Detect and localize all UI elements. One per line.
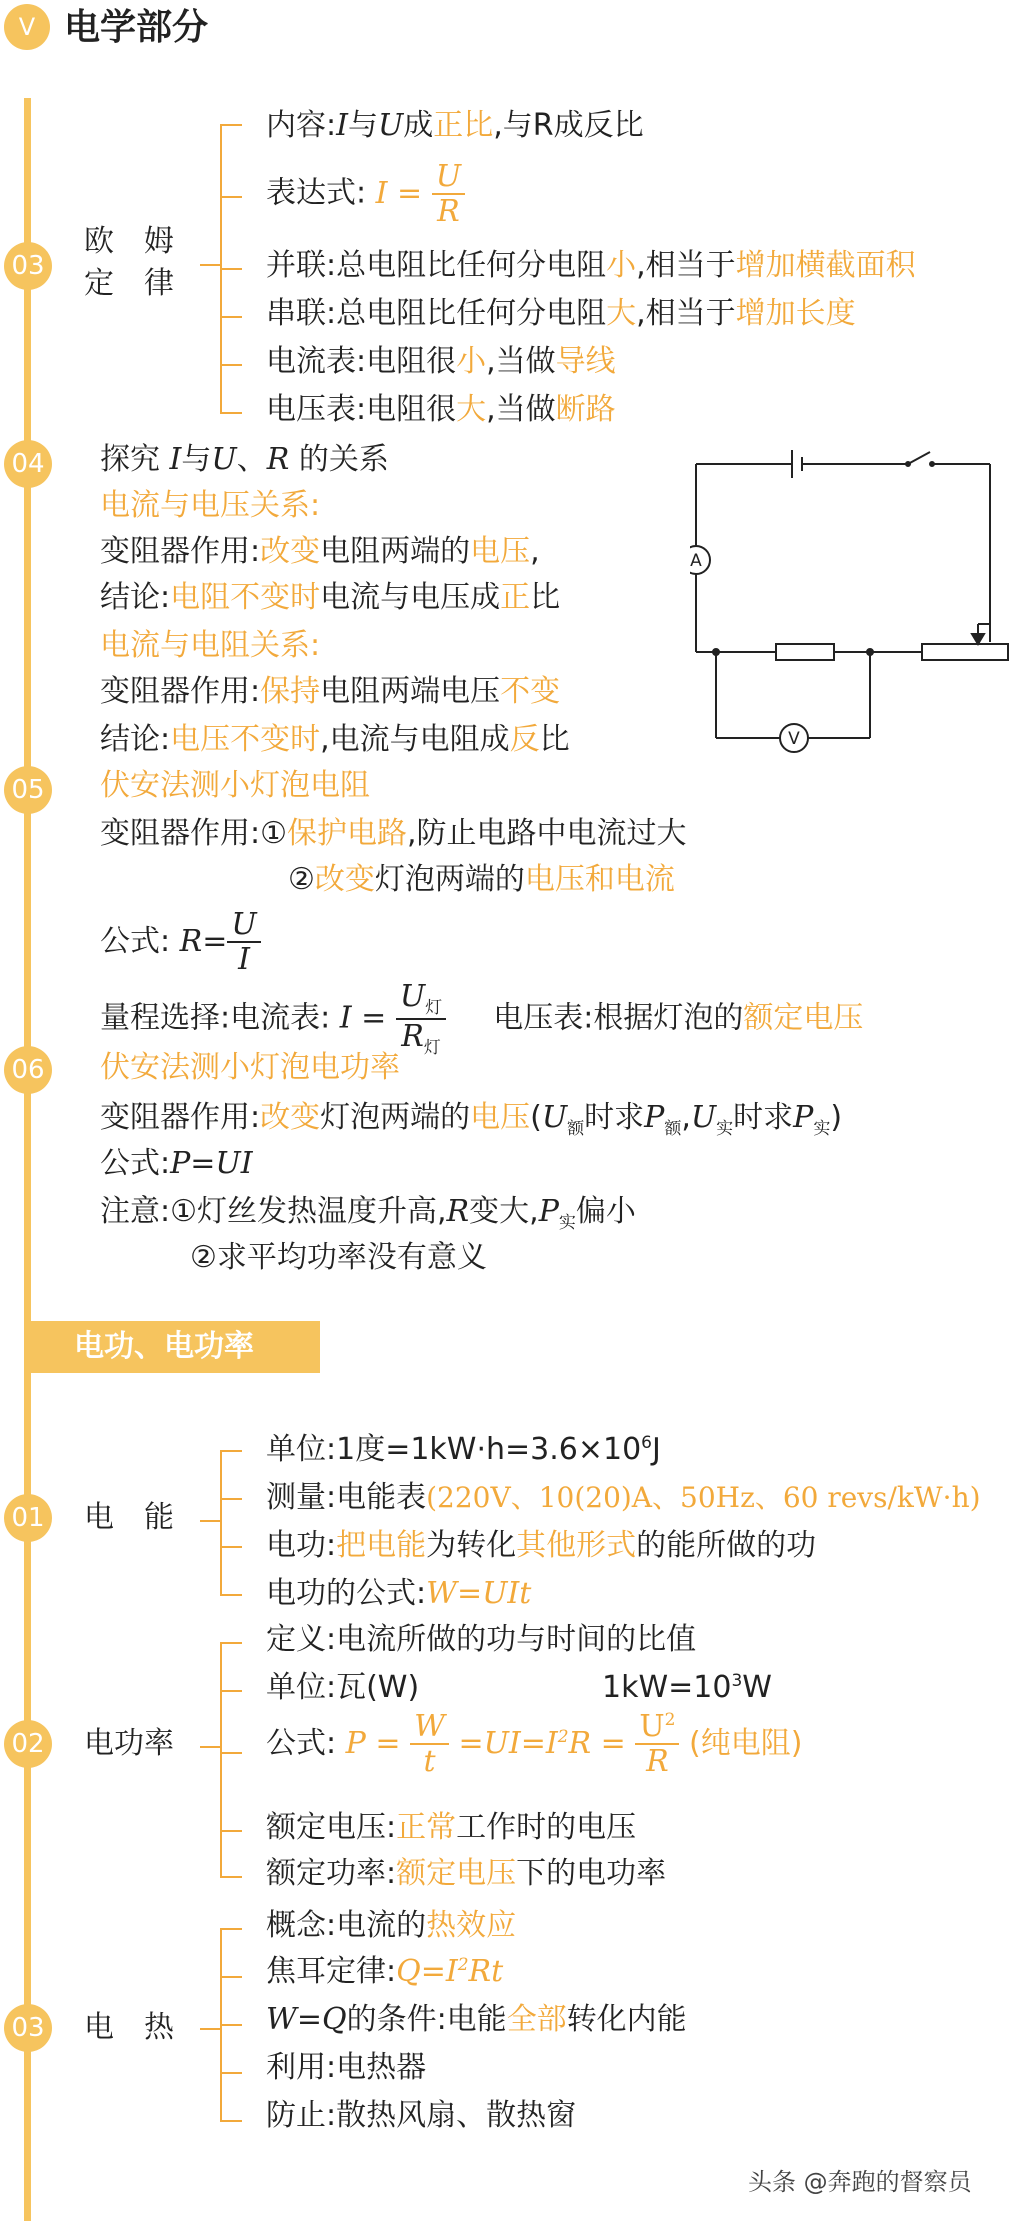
power-rated-voltage: 额定电压:正常工作时的电压 — [266, 1810, 637, 1845]
power-formula: 公式: P = $\frac{W}{t}$ $=UI=I^2R$ = $\frac{U^2}{R}$ (纯电阻) — [266, 1709, 803, 1779]
bracket-stem — [200, 1746, 220, 1748]
item-number: 03 — [4, 242, 52, 290]
section-band: 电功、电功率 — [24, 1321, 320, 1373]
bracket-tick — [220, 1594, 242, 1596]
ammeter-label: A — [690, 551, 702, 571]
bracket-tick — [220, 268, 242, 270]
topic-name: 欧 姆 — [84, 224, 174, 259]
bracket-tick — [220, 1976, 242, 1978]
explore-rheostat-2: 变阻器作用:保持电阻两端电压不变 — [100, 674, 561, 709]
lamp-resistance-title: 伏安法测小灯泡电阻 — [100, 768, 370, 803]
lamp-resistance-rheostat: 变阻器作用:①保护电路,防止电路中电流过大 — [100, 816, 687, 851]
power-unit: 单位:瓦(W) — [266, 1670, 420, 1705]
explore-rheostat-1: 变阻器作用:改变电阻两端的电压, — [100, 534, 540, 569]
energy-measure: 测量:电能表(220V、10(20)A、50Hz、60 revs/kW·h) — [266, 1480, 981, 1515]
bracket — [220, 1642, 222, 1876]
item-number: 03 — [4, 2004, 52, 2052]
heat-prevent: 防止:散热风扇、散热窗 — [266, 2098, 577, 2133]
voltmeter-label: V — [788, 729, 800, 749]
ohm-parallel: 并联:总电阻比任何分电阻小,相当于增加横截面积 — [266, 248, 916, 283]
rheostat-icon — [922, 644, 1008, 660]
timeline-bar — [24, 98, 31, 2221]
lamp-power-note: 注意:①灯丝发热温度升高,R变大$,P_实$偏小 — [100, 1194, 636, 1233]
bracket-tick — [220, 196, 242, 198]
energy-unit: 单位:1度$=1kW\cdot h=3.6\times 10^6J$ — [266, 1432, 661, 1467]
bracket-tick — [220, 124, 242, 126]
bracket-tick — [220, 2024, 242, 2026]
bracket-stem — [200, 1520, 220, 1522]
page-title: 电学部分 — [64, 7, 209, 48]
power-unit-conversion: $1kW=10^3W$ — [602, 1670, 772, 1705]
bracket-tick — [220, 1876, 242, 1878]
item-number: 06 — [4, 1046, 52, 1094]
bracket-tick — [220, 1928, 242, 1930]
item-number: 04 — [4, 440, 52, 488]
lamp-power-title: 伏安法测小灯泡电功率 — [100, 1050, 400, 1085]
explore-heading-resistance: 电流与电阻关系: — [100, 628, 321, 663]
lamp-power-formula: 公式:P=UI — [100, 1146, 253, 1181]
circuit-diagram — [690, 448, 1010, 768]
explore-title: 探究 I与U、R 的关系 — [100, 442, 389, 477]
bracket-tick — [220, 364, 242, 366]
section-badge: V — [4, 4, 50, 50]
ohm-content: 内容:I与U成正比,与R成反比 — [266, 108, 644, 143]
lamp-power-note-2: ②求平均功率没有意义 — [190, 1240, 487, 1275]
item-number: 05 — [4, 766, 52, 814]
heat-condition: W=Q的条件:电能全部转化内能 — [266, 2002, 687, 2037]
bracket-tick — [220, 1752, 242, 1754]
bracket-tick — [220, 1690, 242, 1692]
item-number: 02 — [4, 1720, 52, 1768]
bracket-tick — [220, 2072, 242, 2074]
topic-name: 电 能 — [84, 1500, 174, 1535]
bracket-tick — [220, 1450, 242, 1452]
bracket — [220, 1450, 222, 1594]
ohm-expression: 表达式: I = $\frac{U}{R}$ — [266, 160, 465, 228]
bracket-tick — [220, 1498, 242, 1500]
lamp-resistance-range: 量程选择:电流表: I = $\frac{U_灯}{R_灯}$ 电压表:根据灯泡的额定电压 — [100, 979, 864, 1058]
bracket-tick — [220, 1830, 242, 1832]
lamp-resistance-rheostat-2: ②改变灯泡两端的电压和电流 — [288, 862, 675, 897]
resistor-icon — [776, 644, 834, 660]
bracket-stem — [200, 264, 220, 266]
bracket-stem — [200, 2028, 220, 2030]
topic-name: 定 律 — [84, 266, 174, 301]
topic-name: 电 热 — [84, 2010, 174, 2045]
explore-heading-voltage: 电流与电压关系: — [100, 488, 321, 523]
heat-concept: 概念:电流的热效应 — [266, 1908, 517, 1943]
watermark: 头条 @奔跑的督察员 — [748, 2168, 972, 2196]
lamp-power-rheostat: 变阻器作用:改变灯泡两端的电压($U_额$时求$P_额,U_实$时求$P_实$) — [100, 1100, 843, 1139]
ohm-ammeter: 电流表:电阻很小,当做导线 — [266, 344, 616, 379]
power-rated-power: 额定功率:额定电压下的电功率 — [266, 1856, 667, 1891]
bracket-tick — [220, 316, 242, 318]
energy-formula: 电功的公式:W=UIt — [266, 1576, 532, 1611]
bracket-tick — [220, 1546, 242, 1548]
power-definition: 定义:电流所做的功与时间的比值 — [266, 1622, 697, 1657]
heat-use: 利用:电热器 — [266, 2050, 427, 2085]
explore-conclusion-1: 结论:电阻不变时电流与电压成正比 — [100, 580, 561, 615]
item-number: 01 — [4, 1494, 52, 1542]
energy-work: 电功:把电能为转化其他形式的能所做的功 — [266, 1528, 817, 1563]
bracket-tick — [220, 2120, 242, 2122]
ohm-series: 串联:总电阻比任何分电阻大,相当于增加长度 — [266, 296, 856, 331]
heat-joule-law: 焦耳定律$:Q=I^2Rt$ — [266, 1954, 504, 1989]
ohm-voltmeter: 电压表:电阻很大,当做断路 — [266, 392, 616, 427]
lamp-resistance-formula: 公式: R= $\frac{U}{I}$ — [100, 908, 261, 976]
topic-name: 电功率 — [84, 1726, 174, 1761]
explore-conclusion-2: 结论:电压不变时,电流与电阻成反比 — [100, 722, 570, 757]
bracket-tick — [220, 1642, 242, 1644]
bracket-tick — [220, 412, 242, 414]
